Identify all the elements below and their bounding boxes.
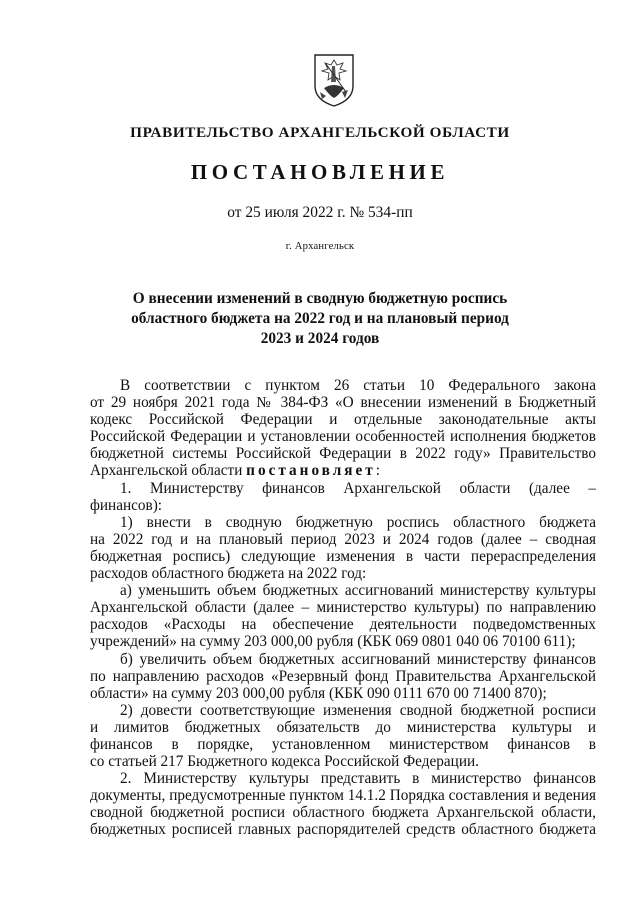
body-line: 2) довести соответствующие изменения сводной бюджетной росписи — [120, 701, 596, 719]
body-line: финансов): — [90, 496, 163, 514]
body-line: финансов в порядке, установленном министерством финансов в — [90, 735, 596, 753]
body-line: 1. Министерству финансов Архангельской области (далее – — [120, 479, 596, 497]
body-line — [90, 462, 596, 479]
body-line: 2. Министерству культуры представить в министерство финансов — [120, 770, 596, 788]
spaced-keyword: постановляет — [246, 462, 376, 480]
document-title — [0, 289, 640, 349]
body-line: области» на сумму 203 000,00 рубля (КБК 090 0111 670 00 71400 870); — [90, 684, 547, 702]
body-line: Российской Федерации и установлении особенностей исполнения бюджетов — [90, 428, 596, 446]
body-line: документы, предусмотренные пунктом 14.1.2 Порядка составления и ведения — [90, 787, 596, 805]
body-line: 1) внести в сводную бюджетную роспись областного бюджета — [120, 513, 596, 531]
body-line: кодекс Российской Федерации и отдельные законодательные акты — [90, 411, 596, 429]
body-line: бюджетной системы Российской Федерации в 2022 году» Правительство — [90, 445, 596, 463]
body-line: по направлению расходов «Резервный фонд Правительства Архангельской — [90, 667, 596, 685]
organization-name: ПРАВИТЕЛЬСТВО АРХАНГЕЛЬСКОЙ ОБЛАСТИ — [130, 124, 510, 141]
body-line: и лимитов бюджетных обязательств до министерства культуры и — [90, 718, 596, 736]
body-line: со статьей 217 Бюджетного кодекса Российской Федерации. — [90, 753, 479, 771]
body-line: сводной бюджетной росписи областного бюджета Архангельской области, — [90, 804, 596, 822]
body-line: расходов «Расходы на обеспечение деятельности подведомственных — [90, 616, 596, 634]
document-city: г. Архангельск — [285, 241, 355, 252]
document-type: ПОСТАНОВЛЕНИЕ — [190, 160, 450, 184]
body-line: а) уменьшить объем бюджетных ассигнований министерству культуры — [120, 582, 596, 600]
body-line: на 2022 год и на плановый период 2023 и 2024 годов (далее – сводная — [90, 530, 596, 548]
body-line: бюджетных росписей главных распорядителей средств областного бюджета — [90, 821, 596, 839]
body-line: б) увеличить объем бюджетных ассигнований министерству финансов — [120, 650, 596, 668]
body-text: Архангельской области — [90, 462, 243, 480]
body-line: В соответствии с пунктом 26 статьи 10 Федерального закона — [120, 377, 596, 394]
title-line: 2023 и 2024 годов — [260, 330, 380, 347]
document-date-number: от 25 июля 2022 г. № 534-пп — [227, 204, 413, 221]
body-line: расходов областного бюджета на 2022 год: — [90, 565, 367, 583]
body-line: от 29 ноября 2021 года № 384-ФЗ «О внесении изменений в Бюджетный — [90, 394, 596, 412]
coat-of-arms-emblem — [312, 52, 356, 108]
body-line: Архангельской области (далее – министерство культуры) по направлению — [90, 599, 596, 617]
document-body — [90, 377, 596, 839]
body-text: : — [375, 462, 381, 480]
title-line: областного бюджета на 2022 год и на плановый период — [131, 310, 509, 327]
body-line: бюджетная роспись) следующие изменения в части перераспределения — [90, 547, 596, 565]
body-line: учреждений» на сумму 203 000,00 рубля (КБК 069 0801 040 06 70100 611); — [90, 633, 576, 651]
title-line: О внесении изменений в сводную бюджетную роспись — [132, 290, 508, 307]
